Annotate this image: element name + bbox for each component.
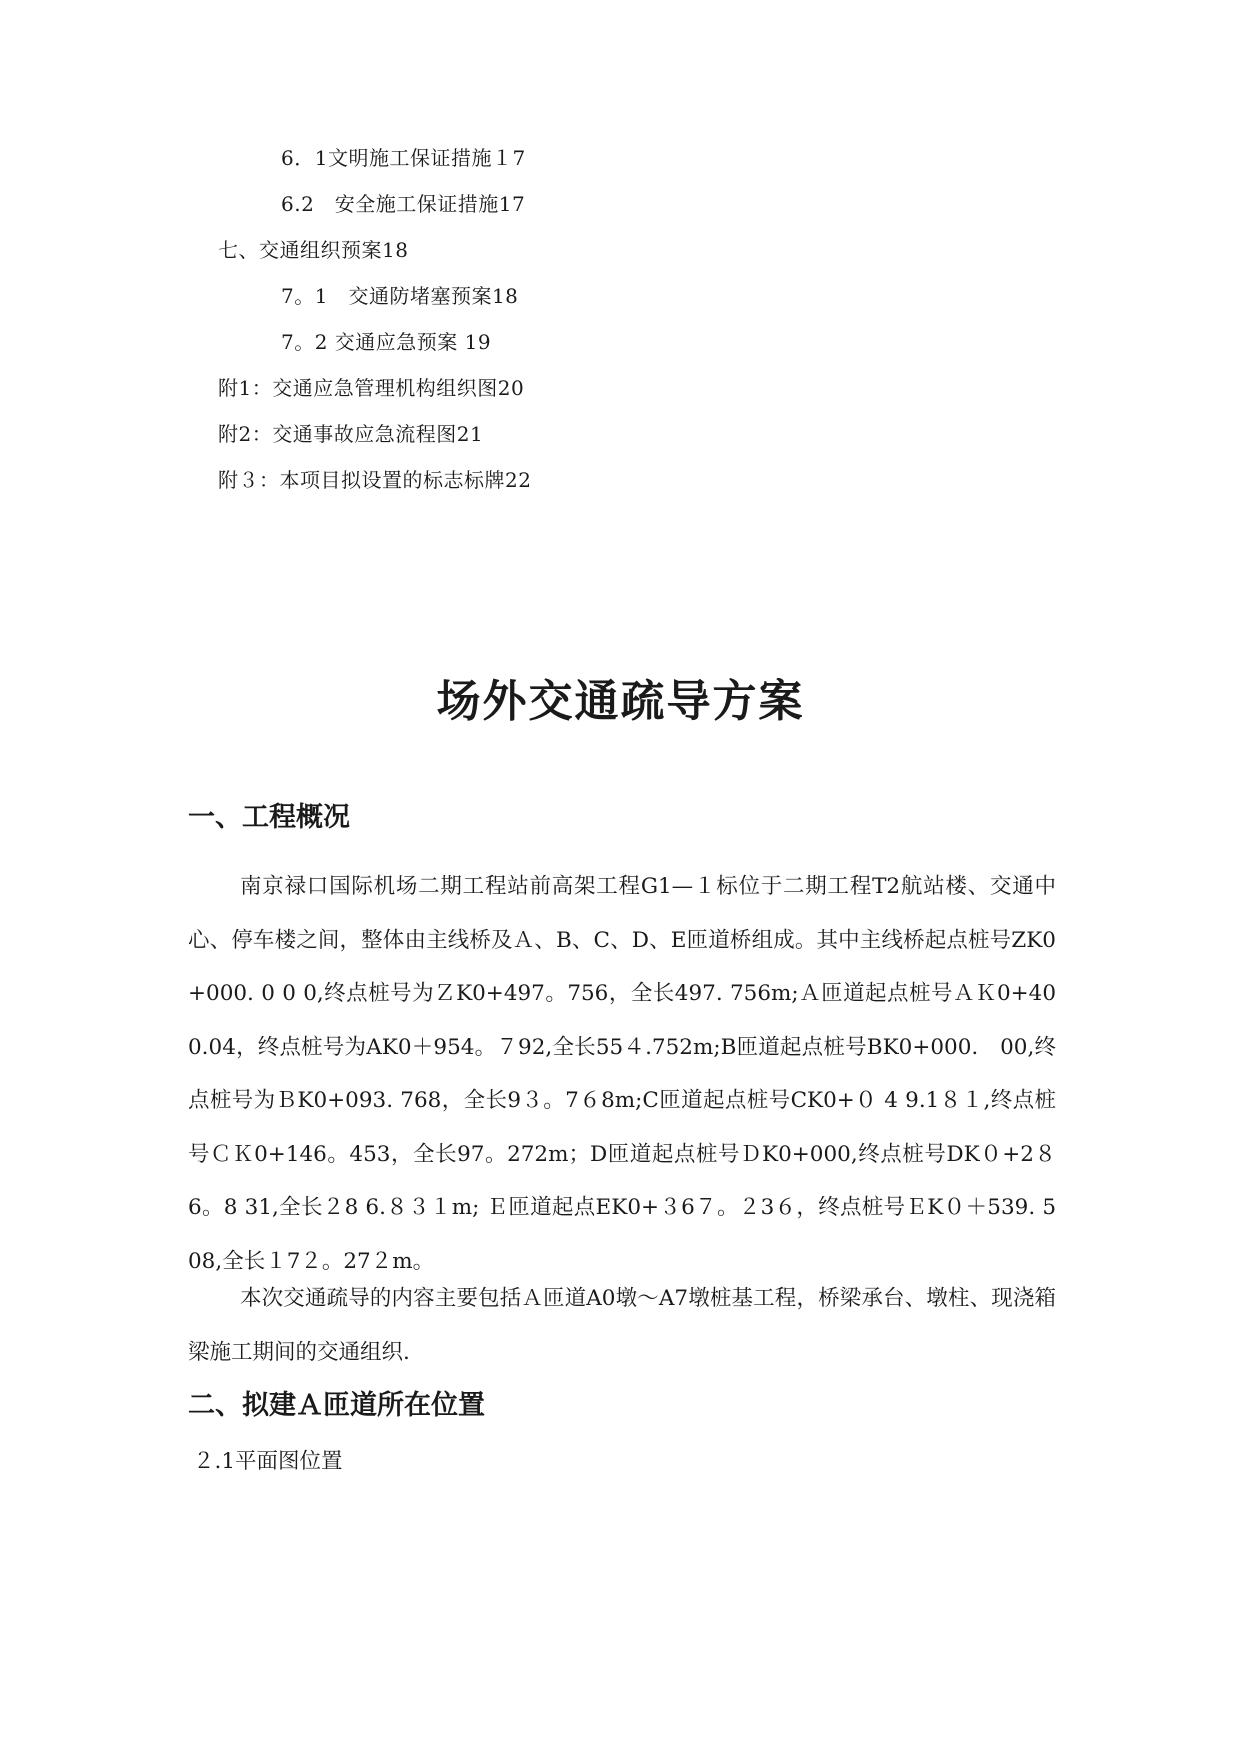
- subsection-plan-location: ２.1平面图位置: [193, 1449, 343, 1474]
- paragraph-project-overview: 南京禄口国际机场二期工程站前高架工程G1—１标位于二期工程T2航站楼、交通中心、停车楼之间，整体由主线桥及Ａ、B、C、D、E匝道桥组成。其中主线桥起点桩号ZK0+000. 0 0 0,终点桩号为ＺK0+497。756，全长497. 756m;Ａ匝道起点桩号ＡＫ0+400.04，终点桩号为AK0＋954。７92,全长55４.752m;B匝道起点桩号BK0+000. 00,终点桩号为ＢK0+093. 768，全长9３。7６8m;C匝道起点桩号CK0+０ 4 9.1８１,终点桩号ＣＫ0+146。453，全长97。272m；D匝道起点桩号ＤK0+000,终点桩号DK０+2８6。8 31,全长２8 6.８３１m; Ｅ匝道起点EK0+３6７。２3６，终点桩号ＥK０＋539. 5 08,全长１7２。27２m。: [188, 874, 1056, 1274]
- toc-item-7-1[interactable]: 7。1 交通防堵塞预案18: [281, 284, 519, 308]
- toc-item-7-2[interactable]: 7。2 交通应急预案 19: [281, 330, 492, 354]
- paragraph-scope: 本次交通疏导的内容主要包括Ａ匝道A0墩～A7墩桩基工程，桥梁承台、墩柱、现浇箱梁施工期间的交通组织.: [188, 1286, 1056, 1365]
- toc-item-appendix-2[interactable]: 附2：交通事故应急流程图21: [218, 422, 484, 446]
- section-heading-location: 二、拟建Ａ匝道所在位置: [188, 1390, 485, 1421]
- toc-item-7[interactable]: 七、交通组织预案18: [218, 238, 409, 262]
- section-heading-project-overview: 一、工程概况: [188, 802, 350, 833]
- toc-item-6-2[interactable]: 6.2 安全施工保证措施17: [281, 192, 526, 216]
- toc-item-appendix-3[interactable]: 附３：本项目拟设置的标志标牌22: [218, 468, 532, 492]
- toc-item-appendix-1[interactable]: 附1：交通应急管理机构组织图20: [218, 376, 525, 400]
- toc-item-6-1[interactable]: 6．1文明施工保证措施１7: [281, 146, 526, 170]
- document-title: 场外交通疏导方案: [436, 676, 805, 727]
